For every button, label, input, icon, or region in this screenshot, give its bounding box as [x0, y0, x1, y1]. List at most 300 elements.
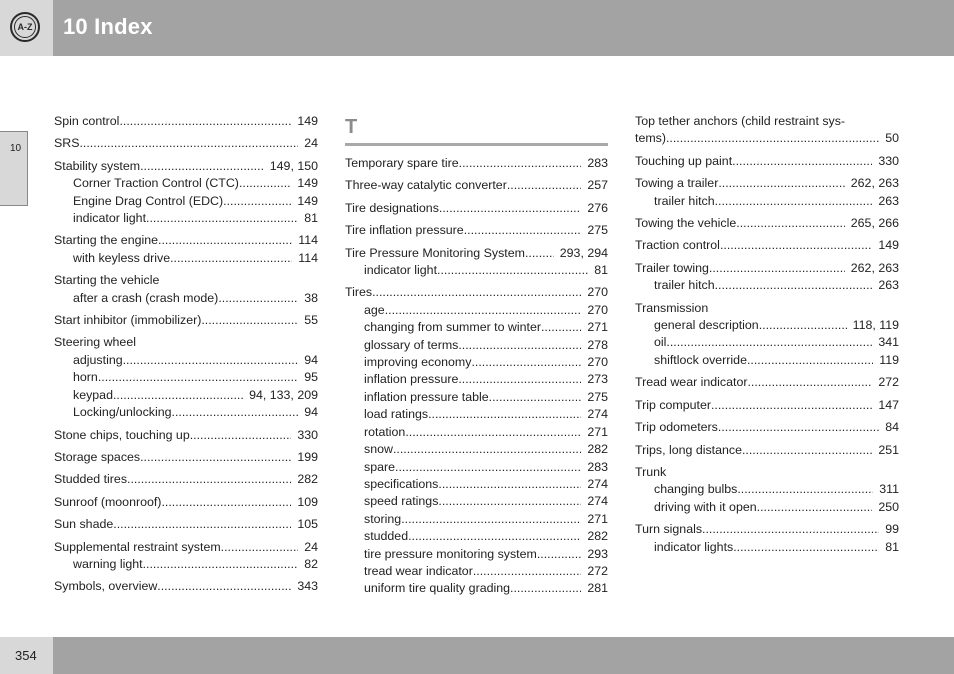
dot-leader	[471, 354, 581, 371]
index-entry-line[interactable]	[635, 215, 899, 232]
index-entry-line[interactable]	[54, 427, 318, 444]
index-subentry[interactable]	[345, 389, 608, 406]
index-entry-line[interactable]	[635, 419, 899, 436]
dot-leader	[666, 130, 879, 147]
dot-leader	[742, 442, 872, 459]
index-entry	[345, 200, 608, 217]
page-reference[interactable]: 263	[878, 193, 899, 208]
page-reference[interactable]: 114	[298, 233, 318, 248]
dot-leader	[747, 352, 873, 369]
index-entry	[54, 449, 318, 466]
entry-term: Spin control	[54, 114, 120, 128]
dot-leader	[525, 245, 554, 262]
entry-term: keypad	[73, 387, 113, 402]
page-reference[interactable]: 95	[304, 370, 318, 385]
dot-leader	[223, 193, 291, 210]
entry-term: glossary of terms	[364, 337, 459, 352]
index-entry	[54, 539, 318, 574]
index-subentry[interactable]	[345, 406, 608, 423]
page-reference[interactable]: 149	[297, 176, 318, 191]
page-reference[interactable]: 24	[304, 539, 318, 554]
entry-term: snow	[364, 442, 393, 457]
page-reference[interactable]: 250	[878, 499, 899, 514]
page-reference[interactable]: 149	[297, 193, 318, 208]
entry-term: uniform tire quality grading	[364, 581, 511, 596]
dot-leader	[79, 135, 298, 152]
page-reference[interactable]: 81	[304, 211, 318, 226]
index-entry-line[interactable]	[635, 175, 899, 192]
dot-leader	[736, 215, 845, 232]
dot-leader	[709, 260, 845, 277]
index-entry	[54, 135, 318, 152]
entry-term: Supplemental restraint system	[54, 539, 221, 554]
index-subentry[interactable]	[635, 499, 899, 516]
section-divider	[345, 143, 608, 146]
index-entry	[54, 471, 318, 488]
header-icon-box	[0, 0, 53, 56]
index-subentry[interactable]	[345, 371, 608, 388]
dot-leader	[708, 300, 893, 317]
page-reference[interactable]: 330	[297, 427, 318, 442]
entry-term: Tire designations	[345, 200, 439, 215]
dot-leader	[158, 232, 292, 249]
index-subentry[interactable]	[635, 334, 899, 351]
index-entry-line[interactable]	[54, 158, 318, 175]
entry-term: spare	[364, 459, 395, 474]
page-reference[interactable]: 272	[587, 563, 608, 578]
dot-leader	[190, 427, 292, 444]
page-reference[interactable]	[312, 272, 318, 289]
index-entry-line[interactable]	[345, 200, 608, 217]
entry-term: oil	[654, 335, 667, 350]
entry-term: Studded tires	[54, 472, 128, 487]
index-entry-line[interactable]	[54, 113, 318, 130]
entry-term: Start inhibitor (immobilizer)	[54, 313, 202, 328]
dot-leader	[720, 237, 872, 254]
index-entry	[635, 521, 899, 556]
page-reference[interactable]: 273	[587, 372, 608, 387]
dot-leader	[172, 404, 299, 421]
dot-leader	[221, 539, 299, 556]
index-subentry[interactable]	[345, 424, 608, 441]
dot-leader	[759, 317, 847, 334]
page-reference[interactable]	[893, 464, 899, 481]
dot-leader	[395, 459, 581, 476]
dot-leader	[737, 481, 873, 498]
entry-term: horn	[73, 370, 98, 385]
dot-leader	[464, 222, 582, 239]
page-reference[interactable]: 271	[587, 424, 608, 439]
page-reference[interactable]: 272	[878, 375, 899, 390]
entry-term: warning light	[73, 556, 143, 571]
index-subentry[interactable]	[345, 493, 608, 510]
index-entry-line[interactable]	[54, 578, 318, 595]
index-entry-line[interactable]	[54, 334, 318, 351]
page-reference[interactable]: 257	[587, 178, 608, 193]
page-reference[interactable]: 114	[298, 250, 318, 265]
page-reference[interactable]: 274	[587, 494, 608, 509]
page-reference[interactable]: 84	[885, 420, 899, 435]
index-subentry[interactable]	[345, 546, 608, 563]
index-column-2	[345, 113, 608, 603]
index-entry-line[interactable]	[635, 153, 899, 170]
index-subentry[interactable]	[54, 250, 318, 267]
page-reference[interactable]: 94	[304, 405, 318, 420]
index-subentry[interactable]	[345, 354, 608, 371]
dot-leader	[123, 352, 299, 369]
index-subentry[interactable]	[345, 319, 608, 336]
a-z-index-icon	[10, 12, 40, 42]
index-subentry[interactable]	[345, 511, 608, 528]
index-subentry[interactable]	[54, 404, 318, 421]
chapter-tab-label: 10	[10, 143, 22, 154]
index-entry-line[interactable]	[635, 130, 899, 147]
dot-leader	[439, 200, 581, 217]
index-subentry[interactable]	[345, 563, 608, 580]
index-entry	[54, 312, 318, 329]
dot-leader	[140, 449, 291, 466]
index-entry	[635, 153, 899, 170]
index-entry	[635, 374, 899, 391]
entry-term: Sun shade	[54, 517, 114, 532]
index-subentry[interactable]	[635, 193, 899, 210]
index-subentry[interactable]	[345, 441, 608, 458]
page-reference[interactable]: 38	[304, 290, 318, 305]
entry-term: indicator light	[73, 211, 147, 226]
dot-leader	[385, 302, 582, 319]
page-reference[interactable]: 275	[587, 223, 608, 238]
entry-term: trailer hitch	[654, 193, 715, 208]
index-subentry[interactable]	[635, 539, 899, 556]
page-reference[interactable]: 275	[587, 389, 608, 404]
dot-leader	[437, 262, 588, 279]
page-reference[interactable]: 265, 266	[850, 216, 899, 231]
entry-term: Corner Traction Control (CTC)	[73, 176, 239, 191]
index-entry	[54, 334, 318, 421]
entry-term: Turn signals	[635, 522, 703, 537]
entry-term: Stability system	[54, 158, 141, 173]
dot-leader	[127, 471, 291, 488]
index-subentry[interactable]	[635, 277, 899, 294]
index-entry-line[interactable]	[635, 464, 899, 481]
index-entry	[635, 419, 899, 436]
index-entry	[54, 232, 318, 267]
dot-leader	[239, 175, 291, 192]
dot-leader	[702, 521, 879, 538]
index-subentry[interactable]	[345, 580, 608, 597]
index-entry-line[interactable]	[635, 300, 899, 317]
dot-leader	[489, 389, 582, 406]
page-reference[interactable]: 262, 263	[850, 176, 899, 191]
index-entry-line[interactable]	[54, 135, 318, 152]
index-entry-line[interactable]	[54, 312, 318, 329]
index-subentry[interactable]	[54, 175, 318, 192]
index-entry-line[interactable]	[54, 516, 318, 533]
index-subentry[interactable]	[635, 317, 899, 334]
index-subentry[interactable]	[54, 290, 318, 307]
index-entry	[635, 442, 899, 459]
page-reference[interactable]: 330	[878, 153, 899, 168]
a-z-icon-label: A-Z	[14, 16, 36, 38]
page-reference[interactable]: 341	[878, 335, 899, 350]
entry-term: indicator lights	[654, 539, 734, 554]
entry-term: improving economy	[364, 355, 472, 370]
page-reference[interactable]: 276	[587, 200, 608, 215]
entry-term: age	[364, 302, 385, 317]
entry-term: Symbols, overview	[54, 579, 158, 594]
entry-term: speed ratings	[364, 494, 439, 509]
page-reference[interactable]: 149, 150	[269, 158, 318, 173]
entry-term: indicator light	[364, 263, 438, 278]
page-reference[interactable]: 118, 119	[852, 318, 899, 333]
index-subentry[interactable]	[54, 369, 318, 386]
index-subentry[interactable]	[345, 337, 608, 354]
dot-leader	[718, 419, 879, 436]
entry-term: Engine Drag Control (EDC)	[73, 193, 224, 208]
index-column-3	[635, 113, 899, 561]
index-entry	[54, 578, 318, 595]
page-reference[interactable]: 262, 263	[850, 260, 899, 275]
index-entry-line[interactable]	[635, 237, 899, 254]
index-entry	[345, 155, 608, 172]
index-entry-line[interactable]	[635, 521, 899, 538]
index-subentry[interactable]	[54, 210, 318, 227]
index-entry-line[interactable]	[635, 374, 899, 391]
index-entry-line[interactable]	[345, 177, 608, 194]
page-reference[interactable]: 149	[878, 238, 899, 253]
page-reference[interactable]	[893, 113, 899, 130]
dot-leader	[666, 334, 872, 351]
dot-leader	[428, 406, 581, 423]
dot-leader	[170, 250, 292, 267]
entry-term: rotation	[364, 424, 406, 439]
entry-term: Trailer towing	[635, 260, 709, 275]
dot-leader	[711, 397, 872, 414]
entry-term: tems)	[635, 131, 666, 146]
index-entry-line[interactable]	[635, 442, 899, 459]
dot-leader	[113, 387, 243, 404]
dot-leader	[438, 476, 581, 493]
dot-leader	[715, 193, 873, 210]
entry-term: Sunroof (moonroof)	[54, 494, 162, 509]
page-reference[interactable]: 94	[304, 352, 318, 367]
page-reference[interactable]	[312, 334, 318, 351]
page-reference[interactable]: 311	[879, 482, 899, 497]
page-reference[interactable]: 50	[885, 131, 899, 146]
index-subentry[interactable]	[54, 556, 318, 573]
page-reference[interactable]: 283	[587, 156, 608, 170]
page-reference[interactable]: 81	[885, 539, 899, 554]
index-entry-line[interactable]	[54, 471, 318, 488]
dot-leader	[161, 494, 291, 511]
page-title: 10 Index	[63, 14, 153, 39]
footer-band	[0, 637, 954, 674]
entry-term: after a crash (crash mode)	[73, 290, 219, 305]
entry-term: storing	[364, 511, 402, 526]
index-entry-line[interactable]	[345, 284, 608, 301]
index-entry-line[interactable]	[54, 539, 318, 556]
entry-term: trailer hitch	[654, 278, 715, 293]
index-subentry[interactable]	[54, 193, 318, 210]
page-reference[interactable]: 274	[587, 407, 608, 422]
page-reference[interactable]: 271	[587, 511, 608, 526]
index-subentry[interactable]	[54, 352, 318, 369]
entry-term: Storage spaces	[54, 449, 141, 464]
entry-term: Touching up paint	[635, 153, 733, 168]
index-subentry[interactable]	[345, 528, 608, 545]
page-reference[interactable]: 263	[878, 278, 899, 293]
entry-term: Starting the vehicle	[54, 273, 160, 288]
page-reference[interactable]: 281	[587, 581, 608, 596]
page-reference[interactable]: 55	[304, 313, 318, 328]
index-entry	[635, 237, 899, 254]
index-entry	[635, 397, 899, 414]
index-entry	[635, 300, 899, 370]
index-entry-line[interactable]	[635, 260, 899, 277]
page-reference[interactable]: 270	[587, 355, 608, 370]
dot-leader	[113, 516, 291, 533]
page-reference[interactable]: 293	[587, 546, 608, 561]
index-subentry[interactable]	[345, 459, 608, 476]
index-entry-line[interactable]	[635, 397, 899, 414]
entry-term: Locking/unlocking	[73, 405, 172, 420]
page-reference[interactable]: 251	[878, 442, 899, 457]
dot-leader	[372, 284, 581, 301]
page-reference[interactable]: 270	[587, 285, 608, 300]
dot-leader	[458, 337, 581, 354]
page-reference[interactable]: 149	[297, 114, 318, 128]
entry-term: Three-way catalytic converter	[345, 178, 507, 193]
dot-leader	[98, 369, 298, 386]
page-reference[interactable]: 274	[587, 476, 608, 491]
index-subentry[interactable]	[635, 352, 899, 369]
dot-leader	[715, 277, 873, 294]
index-entry-line[interactable]	[54, 449, 318, 466]
index-entry-line[interactable]	[635, 113, 899, 130]
page-reference[interactable]: 147	[878, 397, 899, 412]
index-entry	[54, 113, 318, 130]
entry-term: SRS	[54, 136, 80, 151]
page-reference[interactable]: 119	[879, 352, 899, 367]
index-subentry[interactable]	[345, 476, 608, 493]
index-entry	[54, 272, 318, 307]
entry-term: Tires	[345, 285, 373, 300]
index-entry	[345, 245, 608, 280]
dot-leader	[845, 113, 893, 130]
dot-leader	[473, 563, 581, 580]
page-reference[interactable]: 283	[587, 459, 608, 474]
entry-term: inflation pressure	[364, 372, 459, 387]
dot-leader	[146, 210, 298, 227]
index-entry-line[interactable]	[345, 245, 608, 262]
index-entry-line[interactable]	[54, 232, 318, 249]
index-entry-line[interactable]	[54, 272, 318, 289]
page-reference[interactable]: 94, 133, 209	[249, 387, 318, 402]
entry-term: Traction control	[635, 238, 720, 253]
page-reference[interactable]: 282	[297, 472, 318, 487]
dot-leader	[119, 113, 291, 130]
entry-term: inflation pressure table	[364, 389, 489, 404]
page-reference[interactable]: 105	[297, 517, 318, 532]
dot-leader	[405, 424, 581, 441]
entry-term: Tire Pressure Monitoring System	[345, 245, 525, 260]
dot-leader	[459, 155, 582, 172]
page-reference[interactable]	[893, 300, 899, 317]
entry-term: Trip computer	[635, 397, 711, 412]
page-reference[interactable]: 99	[885, 522, 899, 537]
entry-term: Tire inflation pressure	[345, 223, 464, 238]
dot-leader	[157, 578, 291, 595]
entry-term: Steering wheel	[54, 335, 136, 350]
dot-leader	[718, 175, 844, 192]
index-entry	[54, 494, 318, 511]
page-reference[interactable]: 270	[587, 302, 608, 317]
dot-leader	[136, 334, 312, 351]
index-subentry[interactable]	[635, 481, 899, 498]
index-entry	[345, 222, 608, 239]
page-reference[interactable]: 199	[297, 449, 318, 464]
dot-leader	[393, 441, 581, 458]
entry-term: with keyless drive	[73, 250, 171, 265]
index-subentry[interactable]	[345, 262, 608, 279]
page-reference[interactable]: 282	[587, 529, 608, 544]
index-entry	[635, 464, 899, 516]
dot-leader	[458, 371, 581, 388]
index-entry	[54, 427, 318, 444]
entry-term: load ratings	[364, 407, 429, 422]
entry-term: Temporary spare tire	[345, 156, 459, 170]
index-entry	[345, 284, 608, 597]
dot-leader	[747, 374, 872, 391]
page-reference[interactable]: 282	[587, 442, 608, 457]
entry-term: tire pressure monitoring system	[364, 546, 537, 561]
entry-term: Towing the vehicle	[635, 216, 737, 231]
entry-term: general description	[654, 318, 759, 333]
index-entry-line[interactable]	[54, 494, 318, 511]
index-entry	[635, 113, 899, 148]
dot-leader	[218, 290, 298, 307]
index-column-2-entries	[345, 155, 608, 598]
index-entry	[54, 158, 318, 228]
index-subentry[interactable]	[54, 387, 318, 404]
page-reference[interactable]: 109	[297, 494, 318, 509]
index-subentry[interactable]	[345, 302, 608, 319]
page-reference[interactable]: 81	[594, 263, 608, 278]
index-entry	[54, 516, 318, 533]
page-reference[interactable]: 293, 294	[559, 245, 608, 260]
page-reference[interactable]: 24	[304, 136, 318, 151]
chapter-side-tab[interactable]	[0, 131, 28, 206]
entry-term: Transmission	[635, 300, 709, 315]
index-entry-line[interactable]	[345, 155, 608, 172]
entry-term: changing bulbs	[654, 482, 738, 497]
page-reference[interactable]: 82	[304, 556, 318, 571]
entry-term: Trip odometers	[635, 420, 718, 435]
entry-term: tread wear indicator	[364, 563, 473, 578]
page-reference[interactable]: 343	[297, 579, 318, 594]
page-reference[interactable]: 278	[587, 337, 608, 352]
dot-leader	[438, 493, 581, 510]
index-entry	[345, 177, 608, 194]
entry-term: Trunk	[635, 464, 667, 479]
page-number: 354	[15, 648, 37, 663]
dot-leader	[159, 272, 312, 289]
index-entry	[635, 175, 899, 210]
dot-leader	[733, 539, 879, 556]
page-reference[interactable]: 271	[587, 320, 608, 335]
entry-term: Tread wear indicator	[635, 375, 748, 390]
index-entry-line[interactable]	[345, 222, 608, 239]
